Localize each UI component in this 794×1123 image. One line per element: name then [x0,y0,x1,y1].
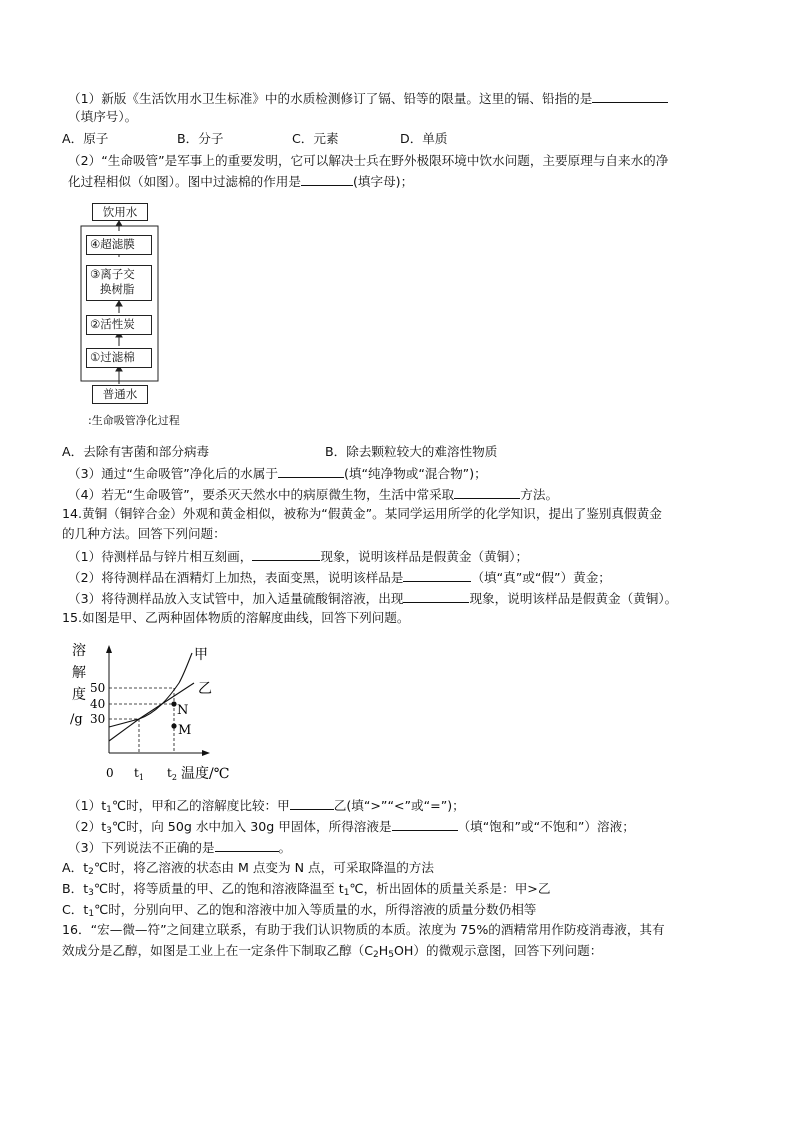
ylabel-char-2: 解 [72,665,86,681]
q13-part2-line1: （2）“生命吸管”是军事上的重要发明，它可以解决士兵在野外极限环境中饮水问题，主要原理与自来水的净 [68,153,669,168]
q16-line1: 16．“宏—微—符”之间建立联系，有助于我们认识物质的本质。浓度为 75%的酒精常用作防疫消毒液，其有 [62,922,665,937]
ylabel-char-1: 溶 [72,643,86,659]
q14-intro-line2: 的几种方法。回答下列问题： [62,526,226,541]
q15-intro: 15.如图是甲、乙两种固体物质的溶解度曲线，回答下列问题。 [62,610,410,625]
ytick-30: 30 [90,712,106,726]
q14-part1: （1）待测样品与锌片相互刻画， 现象，说明该样品是假黄金（黄铜）； [68,549,529,564]
q15-option-c[interactable]: C．$t_1℃$时，分别向甲、乙的饱和溶液中加入等质量的水，所得溶液的质量分数仍相等 [62,902,537,919]
answer-blank[interactable] [215,838,279,852]
answer-blank[interactable] [392,817,458,831]
answer-blank[interactable] [592,89,668,103]
solubility-curve-svg [66,641,246,786]
q15-part2: $(2)t_3℃$时，向 50g 水中加入 30g 甲固体，所得溶液是 （填“饱和”或“不饱和”）溶液； [68,819,635,836]
q13-part1-line2: （填序号）。 [68,109,138,124]
flow-caption: :生命吸管净化过程 [88,414,180,427]
answer-blank[interactable] [301,172,353,186]
point-m [171,723,176,728]
ylabel-char-4: /g [70,712,83,727]
xtick-origin: 0 [106,766,114,780]
q14-part3: （3）将待测样品放入支试管中，加入适量硫酸铜溶液，出现 现象，说明该样品是假黄金（黄铜）。 [68,591,678,606]
flow-input-water: 普通水 [92,385,148,404]
q14-intro-line1: 14.黄铜（铜锌合金）外观和黄金相似，被称为“假黄金”。某同学运用所学的化学知识，提出了鉴别真假黄金 [62,506,662,521]
q13-part1-line1: （1）新版《生活饮用水卫生标准》中的水质检测修订了镉、铅等的限量。这里的镉、铅指的是 [68,89,668,108]
solubility-curve-graph [66,641,246,786]
point-n [171,701,176,706]
q13-options-1 [62,130,447,148]
option-a[interactable]: A．去除有害菌和部分病毒 [62,444,210,459]
q16-line2: 效成分是乙醇，如图是工业上在一定条件下制取乙醇$(C_2H_5OH)$的微观示意图，回答下列问题： [62,943,603,960]
flow-step-1: ①过滤棉 [86,348,152,368]
arrowhead-3 [116,301,122,306]
flow-step-2: ②活性炭 [86,315,152,335]
answer-blank[interactable] [252,547,320,561]
option-b[interactable]: B．除去颗粒较大的难溶性物质 [325,444,498,459]
purification-flow-diagram [80,201,160,406]
q13-part3: （3）通过“生命吸管”净化后的水属于 (填“纯净物或“混合物”)； [68,466,487,481]
flow-step-3: ③离子交 换树脂 [86,265,152,301]
ytick-40: 40 [90,697,106,711]
q13-part4: （4）若无“生命吸管”，要杀灭天然水中的病原微生物，生活中常采取 方法。 [68,487,559,502]
xtick-t2: $t_2$ [167,766,177,782]
option-d[interactable]: D．单质 [400,131,448,146]
label-n: N [177,703,189,718]
y-axis-arrow [106,645,112,653]
flow-output-water: 饮用水 [92,203,148,221]
q15-option-a[interactable]: A．$t_2℃$时，将乙溶液的状态由 M 点变为 N 点，可采取降温的方法 [62,860,434,877]
option-a[interactable]: A．原子 [62,131,109,146]
label-yi: 乙 [198,681,212,697]
ytick-50: 50 [90,681,106,695]
xtick-t1: $t_1$ [134,766,144,782]
answer-blank[interactable] [403,589,469,603]
q13-options-2 [62,443,497,461]
q14-part2: （2）将待测样品在酒精灯上加热，表面变黑，说明该样品是 （填“真”或“假”）黄金； [68,570,611,585]
answer-blank[interactable] [403,568,471,582]
answer-blank[interactable] [454,485,520,499]
q13-part2-line2: 化过程相似（如图）。图中过滤棉的作用是 (填字母)； [68,174,414,189]
ylabel-char-3: 度 [72,687,86,703]
flow-arrows [80,201,160,406]
option-b[interactable]: B．分子 [177,131,224,146]
label-m: M [178,723,192,738]
x-axis-arrow [202,750,210,756]
q15-option-b[interactable]: B．$t_3℃$时，将等质量的甲、乙的饱和溶液降温至 $t_1℃$，析出固体的质量关系是：甲>乙 [62,881,551,898]
option-c[interactable]: C．元素 [292,131,339,146]
label-jia: 甲 [194,647,208,663]
q15-part1: $(1)t_1℃$时，甲和乙的溶解度比较：甲 乙(填“>”“<”或“=”)； [68,798,465,815]
xlabel: 温度/℃ [181,766,230,782]
answer-blank[interactable] [278,464,344,478]
arrowhead-5 [116,221,122,226]
answer-blank[interactable] [290,796,334,810]
q15-part3: （3）下列说法不正确的是 。 [68,840,292,855]
flow-step-4: ④超滤膜 [86,235,152,255]
